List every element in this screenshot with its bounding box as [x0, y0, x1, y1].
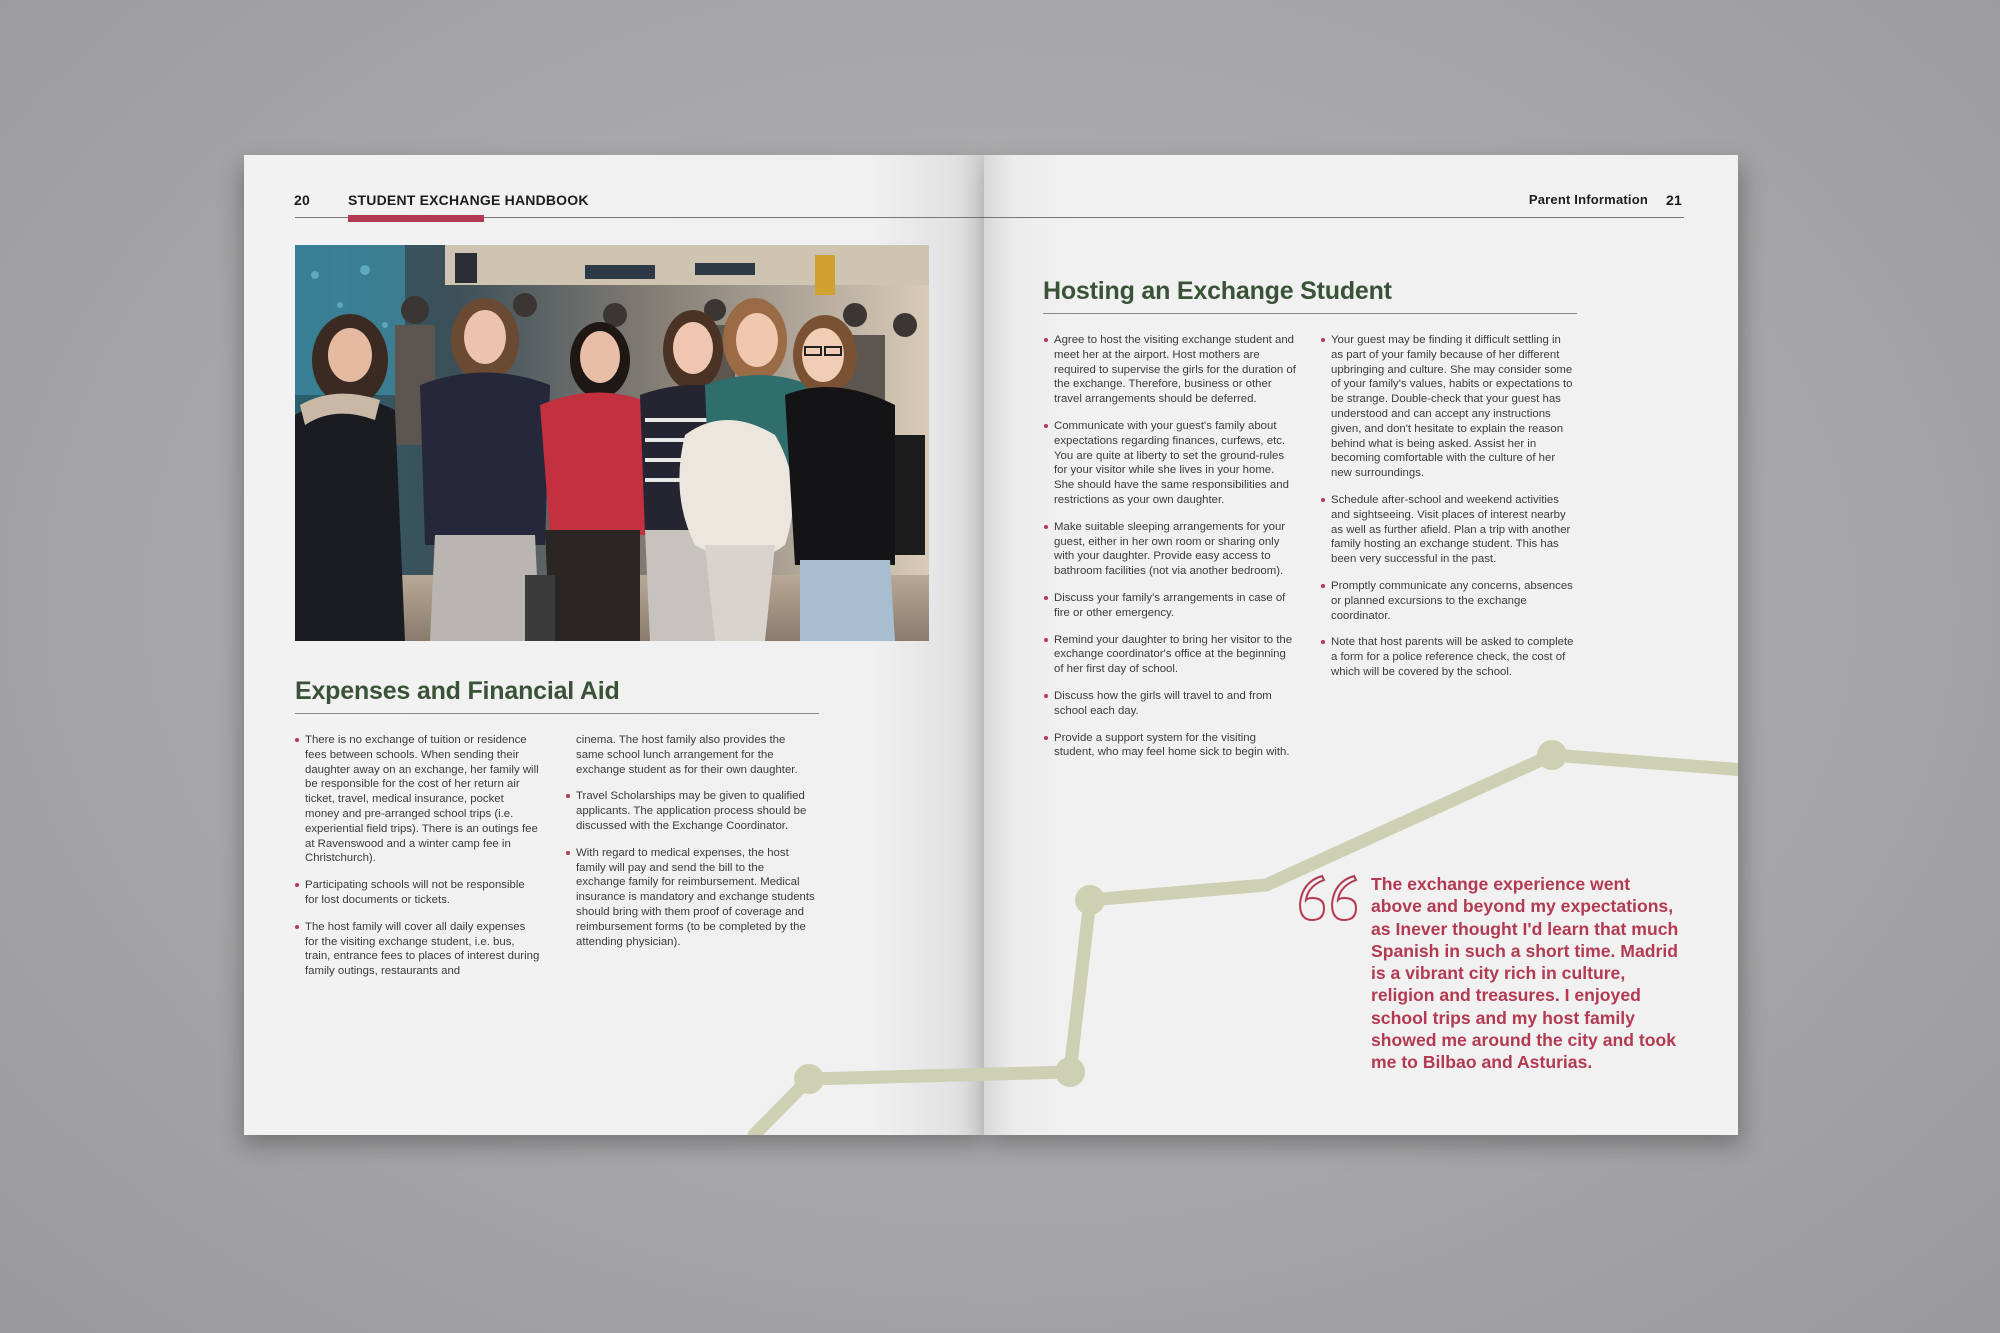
student-group-photo [295, 245, 929, 641]
list-item: Communicate with your guest's family about expectations regarding finances, curfews, etc. You are quite at liberty to set the ground-rules for your visitor while she lives in your home. She should have the same responsibilities and restrictions as your own daughter. [1042, 419, 1297, 508]
expenses-section-title: Expenses and Financial Aid [295, 677, 620, 705]
list-item: Travel Scholarships may be given to qualified applicants. The application process should be discussed with the Exchange Coordinator. [564, 789, 816, 833]
expenses-column-2 [564, 733, 816, 961]
running-title: STUDENT EXCHANGE HANDBOOK [348, 192, 589, 208]
list-item: The host family will cover all daily expenses for the visiting exchange student, i.e. bus, train, entrance fees to places of interest during family outings, restaurants and [293, 920, 540, 979]
hosting-column-2 [1319, 333, 1574, 692]
header-rule [984, 217, 1684, 218]
list-item: Promptly communicate any concerns, absences or planned excursions to the exchange coordinator. [1319, 579, 1574, 623]
list-item: Note that host parents will be asked to complete a form for a police reference check, the cost of which will be covered by the school. [1319, 635, 1574, 679]
testimonial-quote: The exchange experience went above and beyond my expectations, as Inever thought I'd learn that much Spanish in such a short time. Madrid is a vibrant city rich in culture, religion and treasures. I enjoyed school trips and my host family showed me around the city and took me to Bilbao and Asturias. [1371, 874, 1679, 1073]
list-item: With regard to medical expenses, the host family will pay and send the bill to the exchange family for reimbursement. Medical insurance is mandatory and exchange students should bring with them proof of coverage and reimbursement forms (to be completed by the attending physician). [564, 846, 816, 950]
hosting-section-title: Hosting an Exchange Student [1043, 277, 1392, 305]
list-item: Provide a support system for the visiting student, who may feel home sick to begin with. [1042, 731, 1297, 761]
list-item: Remind your daughter to bring her visitor to the exchange coordinator's office at the beginning of her first day of school. [1042, 633, 1297, 677]
list-item: Make suitable sleeping arrangements for your guest, either in her own room or sharing only with your daughter. Provide easy access to bathroom facilities (not via another bedroom). [1042, 520, 1297, 579]
list-item-continuation: cinema. The host family also provides the same school lunch arrangement for the exchange student as for their own daughter. [576, 734, 798, 776]
list-item: Agree to host the visiting exchange student and meet her at the airport. Host mothers are required to supervise the girls for the duration of the exchange. Therefore, business or other travel arrangements should be deferred. [1042, 333, 1297, 407]
page-number: 20 [294, 192, 310, 208]
hosting-column-1 [1042, 333, 1297, 772]
running-title: Parent Information [1528, 192, 1648, 207]
quote-mark-icon [1296, 872, 1358, 924]
section-rule [1043, 313, 1577, 314]
list-item: Discuss how the girls will travel to and from school each day. [1042, 689, 1297, 719]
section-rule [295, 713, 819, 714]
expenses-column-1 [293, 733, 540, 991]
list-item: Schedule after-school and weekend activities and sightseeing. Visit places of interest nearby as well as further afield. Plan a trip with another family hosting an exchange student. This has been very successful in the past. [1319, 493, 1574, 567]
booklet-spread [244, 155, 1738, 1135]
list-item: There is no exchange of tuition or residence fees between schools. When sending their daughter away on an exchange, her family will be responsible for the cost of her return air ticket, travel, medical insurance, pocket money and pre-arranged school trips (i.e. experiential field trips). There is an outings fee at Ravenswood and a winter camp fee in Christchurch). [293, 733, 540, 866]
header-accent-bar [348, 215, 484, 222]
list-item: Your guest may be finding it difficult settling in as part of your family because of her different upbringing and culture. She may consider some of your family's values, habits or expectations to be strange. Double-check that your guest has understood and can accept any instructions given, and don't hesitate to explain the reason behind what is being asked. Assist her in becoming comfortable with the culture of her new surroundings. [1319, 333, 1574, 481]
page-number: 21 [1666, 192, 1682, 208]
list-item: Discuss your family's arrangements in case of fire or other emergency. [1042, 591, 1297, 621]
left-page [244, 155, 984, 1135]
list-item: Participating schools will not be responsible for lost documents or tickets. [293, 878, 540, 908]
